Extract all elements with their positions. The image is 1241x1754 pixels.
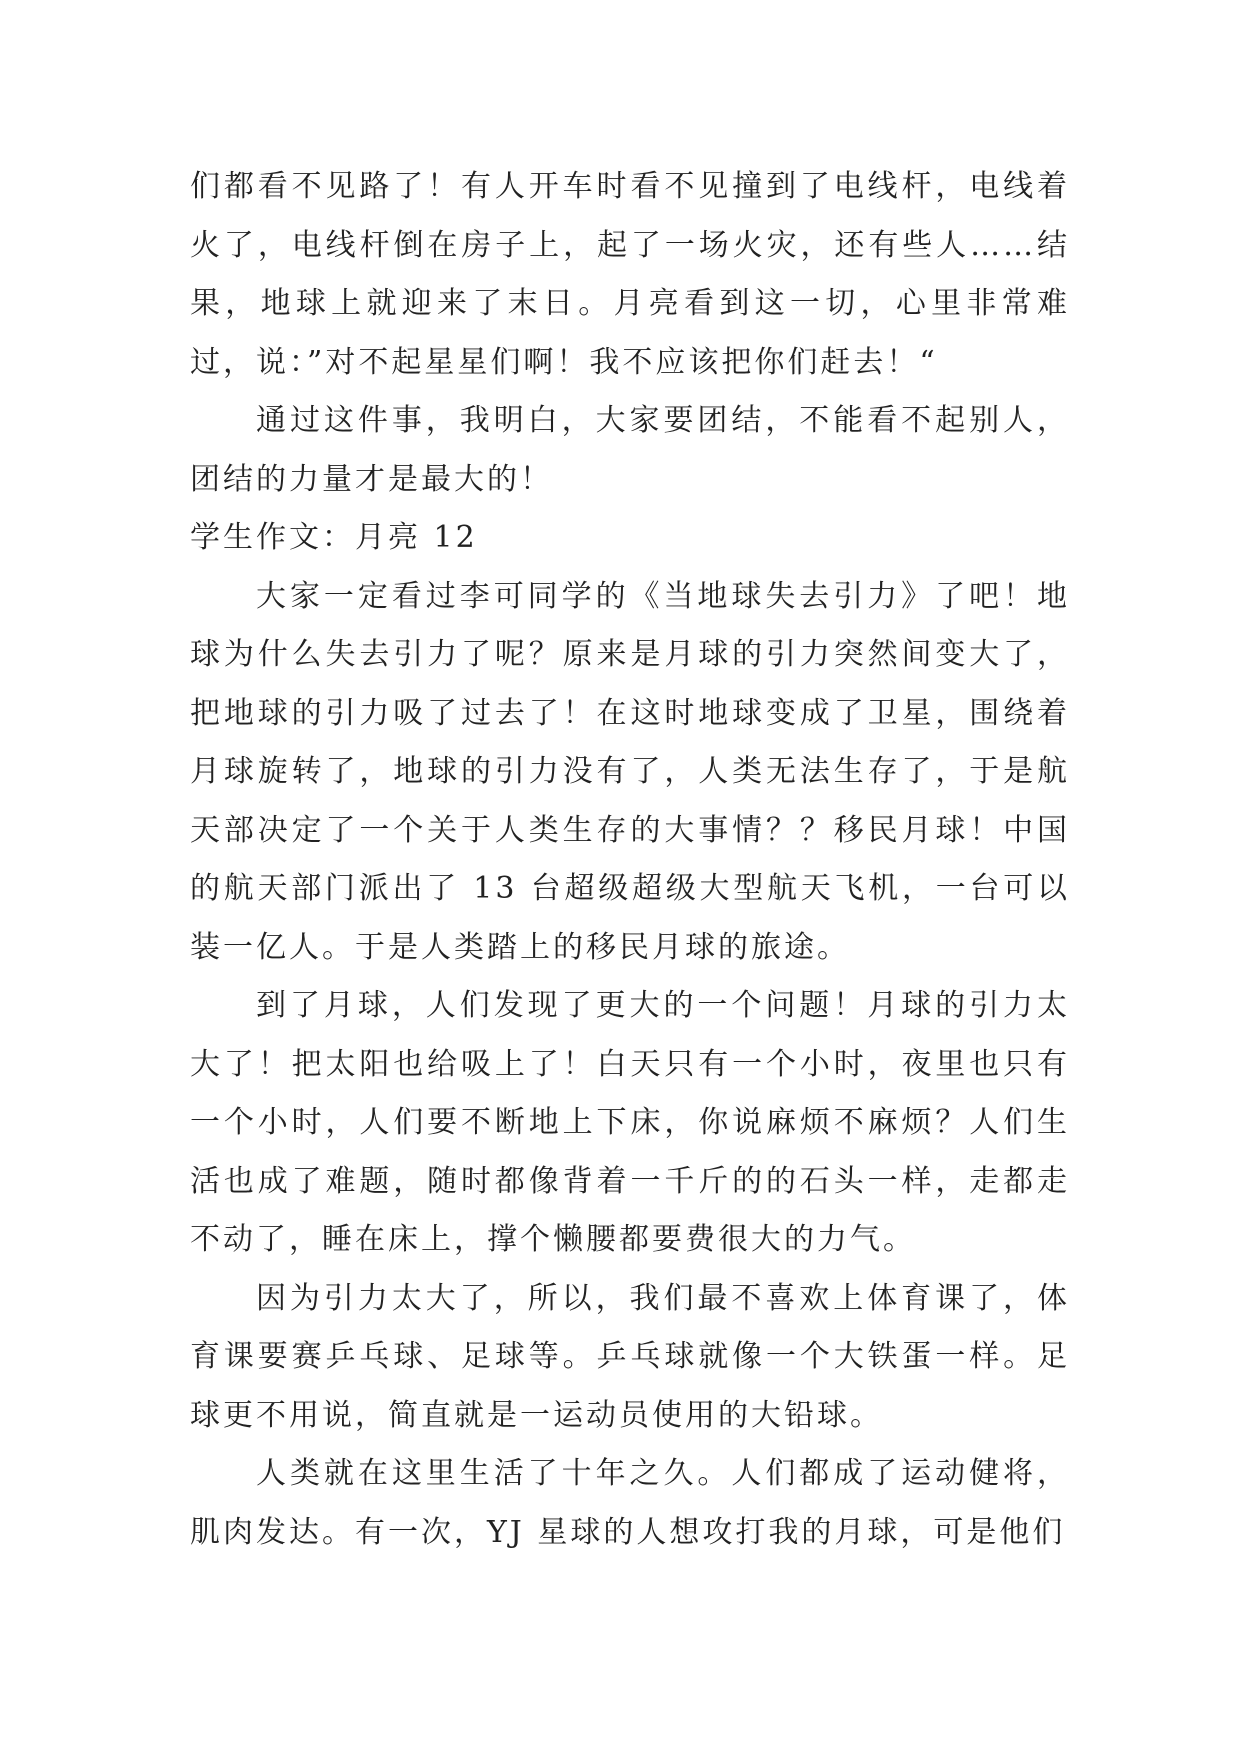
paragraph-intro: 大家一定看过李可同学的《当地球失去引力》了吧！地球为什么失去引力了呢？原来是月球的引力突然间变大了，把地球的引力吸了过去了！在这时地球变成了卫星，围绕着月球旋转了，地球的引力没有了，人类无法生存了，于是航天部决定了一个关于人类生存的大事情？？移民月球！中国的航天部门派出了 13 台超级超级大型航天飞机，一台可以装一亿人。于是人类踏上的移民月球的旅途。 [190,578,1070,965]
paragraph-moral: 通过这件事，我明白，大家要团结，不能看不起别人，团结的力量才是最大的！ [190,403,1070,497]
document-body [190,158,1070,1562]
paragraph-ten-years: 人类就在这里生活了十年之久。人们都成了运动健将，肌肉发达。有一次，YJ 星球的人想攻打我的月球，可是他们 [190,1456,1070,1550]
paragraph-ending: 们都看不见路了！有人开车时看不见撞到了电线杆，电线着火了，电线杆倒在房子上，起了一场火灾，还有些人……结果，地球上就迎来了末日。月亮看到这一切，心里非常难过，说：”对不起星星们啊！我不应该把你们赶去！“ [190,169,1070,380]
essay-title: 学生作文：月亮 12 [190,520,478,555]
paragraph-sports: 因为引力太大了，所以，我们最不喜欢上体育课了，体育课要赛乒乓球、足球等。乒乓球就像一个大铁蛋一样。足球更不用说，简直就是一运动员使用的大铅球。 [190,1280,1070,1433]
paragraph-arrival: 到了月球，人们发现了更大的一个问题！月球的引力太大了！把太阳也给吸上了！白天只有一个小时，夜里也只有一个小时，人们要不断地上下床，你说麻烦不麻烦？人们生活也成了难题，随时都像背着一千斤的的石头一样，走都走不动了，睡在床上，撑个懒腰都要费很大的力气。 [190,988,1070,1257]
